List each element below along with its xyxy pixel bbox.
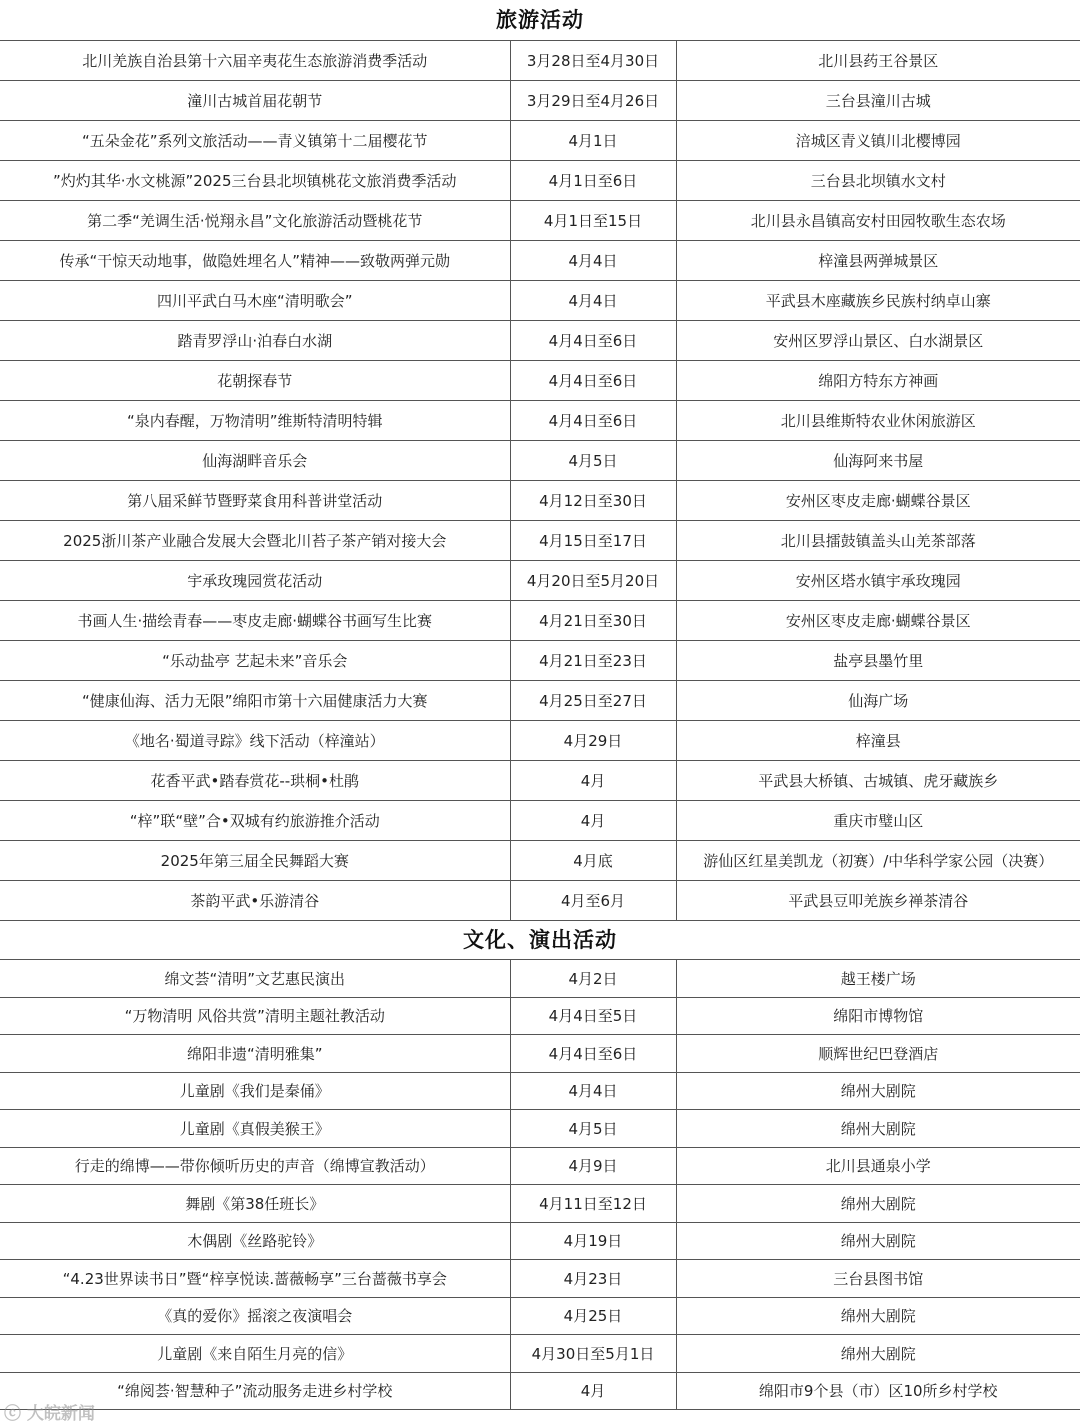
location-cell: 游仙区红星美凯龙（初赛）/中华科学家公园（决赛） [676,841,1080,881]
date-cell: 4月19日 [510,1222,676,1260]
date-cell: 4月至6月 [510,881,676,921]
location-cell: 梓潼县 [676,721,1080,761]
activity-name-cell: 行走的绵博——带你倾听历史的声音（绵博宣教活动） [0,1147,510,1185]
date-cell: 4月5日 [510,1110,676,1148]
date-cell: 4月25日至27日 [510,681,676,721]
location-cell: 平武县豆叩羌族乡禅茶清谷 [676,881,1080,921]
table-row [0,1222,1080,1260]
table-row [0,361,1080,401]
activity-name-cell: 宇承玫瑰园赏花活动 [0,561,510,601]
activity-name-cell: 舞剧《第38任班长》 [0,1185,510,1223]
table-row [0,1147,1080,1185]
location-cell: 绵州大剧院 [676,1222,1080,1260]
activity-name-cell: “梓”联“壁”合•双城有约旅游推介活动 [0,801,510,841]
date-cell: 4月4日至6日 [510,401,676,441]
location-cell: 绵州大剧院 [676,1335,1080,1373]
activity-name-cell: “泉内春醒，万物清明”维斯特清明特辑 [0,401,510,441]
activity-name-cell: 2025浙川茶产业融合发展大会暨北川苔子茶产销对接大会 [0,521,510,561]
date-cell: 4月15日至17日 [510,521,676,561]
activity-name-cell: 花香平武•踏春赏花--珙桐•杜鹃 [0,761,510,801]
date-cell: 4月2日 [510,960,676,998]
table-row [0,1372,1080,1410]
location-cell: 安州区塔水镇宇承玫瑰园 [676,561,1080,601]
activity-name-cell: 花朝探春节 [0,361,510,401]
activity-name-cell: 踏青罗浮山·泊春白水湖 [0,321,510,361]
location-cell: 三台县北坝镇水文村 [676,161,1080,201]
table-row [0,601,1080,641]
location-cell: 仙海阿来书屋 [676,441,1080,481]
date-cell: 4月23日 [510,1260,676,1298]
location-cell: 平武县大桥镇、古城镇、虎牙藏族乡 [676,761,1080,801]
activity-name-cell: 第八届采鲜节暨野菜食用科普讲堂活动 [0,481,510,521]
table-row [0,81,1080,121]
location-cell: 北川县擂鼓镇盖头山羌茶部落 [676,521,1080,561]
activity-name-cell: 2025年第三届全民舞蹈大赛 [0,841,510,881]
activity-name-cell: 《真的爱你》摇滚之夜演唱会 [0,1297,510,1335]
activity-name-cell: “五朵金花”系列文旅活动——青义镇第十二届樱花节 [0,121,510,161]
activity-name-cell: 四川平武白马木座“清明歌会” [0,281,510,321]
location-cell: 越王楼广场 [676,960,1080,998]
table-row [0,1185,1080,1223]
table-row [0,521,1080,561]
date-cell: 4月 [510,761,676,801]
location-cell: 涪城区青义镇川北樱博园 [676,121,1080,161]
activity-name-cell: 绵文荟“清明”文艺惠民演出 [0,960,510,998]
location-cell: 仙海广场 [676,681,1080,721]
location-cell: 梓潼县两弹城景区 [676,241,1080,281]
date-cell: 4月21日至30日 [510,601,676,641]
table-row [0,161,1080,201]
activity-name-cell: “健康仙海、活力无限”绵阳市第十六届健康活力大赛 [0,681,510,721]
date-cell: 4月21日至23日 [510,641,676,681]
location-cell: 三台县图书馆 [676,1260,1080,1298]
date-cell: 4月4日至6日 [510,361,676,401]
date-cell: 4月4日 [510,241,676,281]
date-cell: 4月1日至6日 [510,161,676,201]
location-cell: 安州区枣皮走廊·蝴蝶谷景区 [676,601,1080,641]
table-row [0,681,1080,721]
table-row [0,997,1080,1035]
location-cell: 重庆市璧山区 [676,801,1080,841]
date-cell: 4月29日 [510,721,676,761]
activity-name-cell: 仙海湖畔音乐会 [0,441,510,481]
date-cell: 4月5日 [510,441,676,481]
activity-name-cell: ”灼灼其华·水文桃源”2025三台县北坝镇桃花文旅消费季活动 [0,161,510,201]
section-title-tourism: 旅游活动 [496,7,584,32]
activity-name-cell: “乐动盐亭 艺起未来”音乐会 [0,641,510,681]
table-row [0,641,1080,681]
date-cell: 4月 [510,1372,676,1410]
table-row [0,761,1080,801]
table-row [0,41,1080,81]
date-cell: 4月20日至5月20日 [510,561,676,601]
table-row [0,1297,1080,1335]
date-cell: 4月9日 [510,1147,676,1185]
location-cell: 北川县永昌镇高安村田园牧歌生态农场 [676,201,1080,241]
activity-name-cell: 儿童剧《来自陌生月亮的信》 [0,1335,510,1373]
date-cell: 4月25日 [510,1297,676,1335]
activity-name-cell: 绵阳非遗“清明雅集” [0,1035,510,1073]
table-row [0,1110,1080,1148]
tourism-activities-table [0,40,1080,921]
date-cell: 4月4日至6日 [510,1035,676,1073]
location-cell: 平武县木座藏族乡民族村纳卓山寨 [676,281,1080,321]
date-cell: 4月底 [510,841,676,881]
location-cell: 绵阳方特东方神画 [676,361,1080,401]
location-cell: 北川县药王谷景区 [676,41,1080,81]
activity-name-cell: 传承“干惊天动地事，做隐姓埋名人”精神——致敬两弹元勋 [0,241,510,281]
activity-name-cell: 《地名·蜀道寻踪》线下活动（梓潼站） [0,721,510,761]
location-cell: 绵州大剧院 [676,1297,1080,1335]
activity-name-cell: 潼川古城首届花朝节 [0,81,510,121]
table-row [0,1072,1080,1110]
date-cell: 4月4日 [510,1072,676,1110]
table-row [0,121,1080,161]
date-cell: 4月 [510,801,676,841]
table-row [0,801,1080,841]
date-cell: 3月29日至4月26日 [510,81,676,121]
location-cell: 绵州大剧院 [676,1072,1080,1110]
location-cell: 安州区罗浮山景区、白水湖景区 [676,321,1080,361]
table-row [0,401,1080,441]
date-cell: 4月12日至30日 [510,481,676,521]
location-cell: 顺辉世纪巴登酒店 [676,1035,1080,1073]
activity-name-cell: “4.23世界读书日”暨“梓享悦读.蔷薇畅享”三台蔷薇书享会 [0,1260,510,1298]
location-cell: 三台县潼川古城 [676,81,1080,121]
table-row [0,1335,1080,1373]
section-title-culture: 文化、演出活动 [463,927,617,952]
table-row [0,1035,1080,1073]
activity-name-cell: 第二季“羌调生活·悦翔永昌”文化旅游活动暨桃花节 [0,201,510,241]
watermark-logo: ⓒ 大皖新闻 [4,1404,95,1424]
activity-name-cell: 茶韵平武•乐游清谷 [0,881,510,921]
activity-name-cell: “万物清明 风俗共赏”清明主题社教活动 [0,997,510,1035]
date-cell: 4月1日至15日 [510,201,676,241]
table-row [0,281,1080,321]
location-cell: 安州区枣皮走廊·蝴蝶谷景区 [676,481,1080,521]
location-cell: 北川县通泉小学 [676,1147,1080,1185]
table-row [0,441,1080,481]
table-row [0,1260,1080,1298]
date-cell: 3月28日至4月30日 [510,41,676,81]
location-cell: 绵阳市博物馆 [676,997,1080,1035]
table-row [0,960,1080,998]
activity-name-cell: 北川羌族自治县第十六届辛夷花生态旅游消费季活动 [0,41,510,81]
table-row [0,721,1080,761]
table-row [0,561,1080,601]
table-row [0,321,1080,361]
date-cell: 4月1日 [510,121,676,161]
date-cell: 4月11日至12日 [510,1185,676,1223]
location-cell: 绵阳市9个县（市）区10所乡村学校 [676,1372,1080,1410]
activity-name-cell: “绵阅荟·智慧种子”流动服务走进乡村学校 [0,1372,510,1410]
location-cell: 绵州大剧院 [676,1110,1080,1148]
activity-name-cell: 儿童剧《真假美猴王》 [0,1110,510,1148]
table-row [0,201,1080,241]
activity-name-cell: 木偶剧《丝路驼铃》 [0,1222,510,1260]
culture-performance-table [0,959,1080,1410]
table-row [0,841,1080,881]
date-cell: 4月4日至6日 [510,321,676,361]
location-cell: 北川县维斯特农业休闲旅游区 [676,401,1080,441]
location-cell: 盐亭县墨竹里 [676,641,1080,681]
table-row [0,881,1080,921]
activity-name-cell: 儿童剧《我们是秦俑》 [0,1072,510,1110]
activity-name-cell: 书画人生·描绘青春——枣皮走廊·蝴蝶谷书画写生比赛 [0,601,510,641]
date-cell: 4月30日至5月1日 [510,1335,676,1373]
location-cell: 绵州大剧院 [676,1185,1080,1223]
table-row [0,241,1080,281]
date-cell: 4月4日 [510,281,676,321]
table-row [0,481,1080,521]
date-cell: 4月4日至5日 [510,997,676,1035]
